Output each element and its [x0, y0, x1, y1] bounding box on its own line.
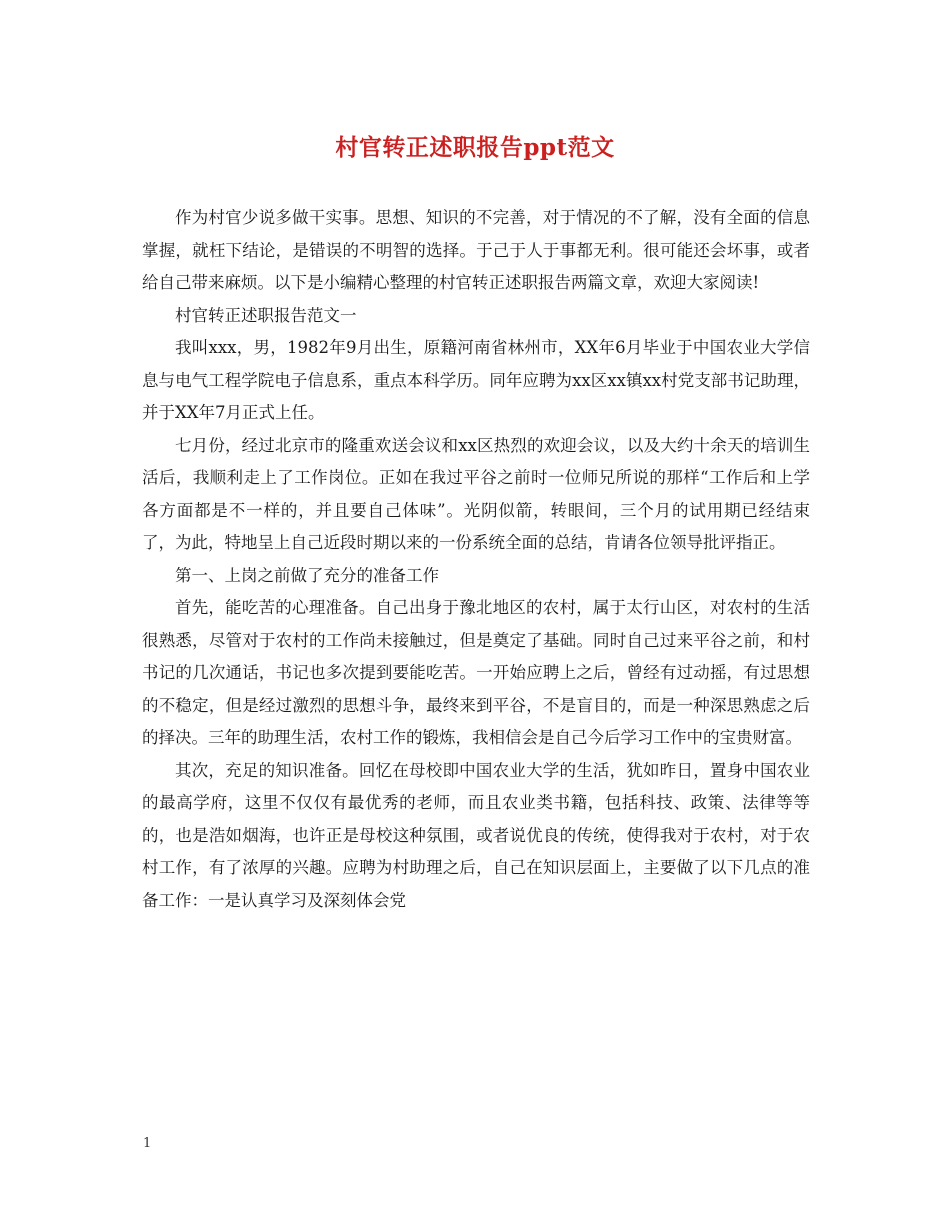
paragraph-first-hardship: 首先，能吃苦的心理准备。自己出身于豫北地区的农村，属于太行山区，对农村的生活很熟悉，尽管对于农村的工作尚未接触过，但是奠定了基础。同时自己过来平谷之前，和村书记的几次通话，书记也多次提到要能吃苦。一开始应聘上之后，曾经有过动摇，有过思想的不稳定，但是经过激烈的思想斗争，最终来到平谷，不是盲目的，而是一种深思熟虑之后的择决。三年的助理生活，农村工作的锻炼，我相信会是自己今后学习工作中的宝贵财富。 — [142, 598, 810, 747]
paragraph-intro: 作为村官少说多做干实事。思想、知识的不完善，对于情况的不了解，没有全面的信息掌握，就枉下结论，是错误的不明智的选择。于己于人于事都无利。很可能还会坏事，或者给自己带来麻烦。以下是小编精心整理的村官转正述职报告两篇文章，欢迎大家阅读! — [142, 208, 810, 292]
document-title: 村官转正述职报告ppt范文 — [335, 134, 615, 161]
document-body — [142, 202, 810, 917]
page-number: 1 — [143, 1136, 152, 1151]
section-heading-article-one: 村官转正述职报告范文一 — [175, 305, 357, 325]
paragraph-second-knowledge: 其次，充足的知识准备。回忆在母校即中国农业大学的生活，犹如昨日，置身中国农业的最高学府，这里不仅仅有最优秀的老师，而且农业类书籍，包括科技、政策、法律等等的，也是浩如烟海，也许正是母校这种氛围，或者说优良的传统，使得我对于农村，对于农村工作，有了浓厚的兴趣。应聘为村助理之后，自己在知识层面上，主要做了以下几点的准备工作：一是认真学习及深刻体会党 — [142, 760, 810, 910]
section-heading-preparation: 第一、上岗之前做了充分的准备工作 — [175, 565, 439, 585]
paragraph-july: 七月份，经过北京市的隆重欢送会议和xx区热烈的欢迎会议，以及大约十余天的培训生活后，我顺利走上了工作岗位。正如在我过平谷之前时一位师兄所说的那样“工作后和上学各方面都是不一样的，并且要自己体味”。光阴似箭，转眼间，三个月的试用期已经结束了，为此，特地呈上自己近段时期以来的一份系统全面的总结，肯请各位领导批评指正。 — [142, 435, 810, 552]
paragraph-self-introduction: 我叫xxx，男，1982年9月出生，原籍河南省林州市，XX年6月毕业于中国农业大学信息与电气工程学院电子信息系，重点本科学历。同年应聘为xx区xx镇xx村党支部书记助理，并于XX年7月正式上任。 — [142, 338, 810, 422]
